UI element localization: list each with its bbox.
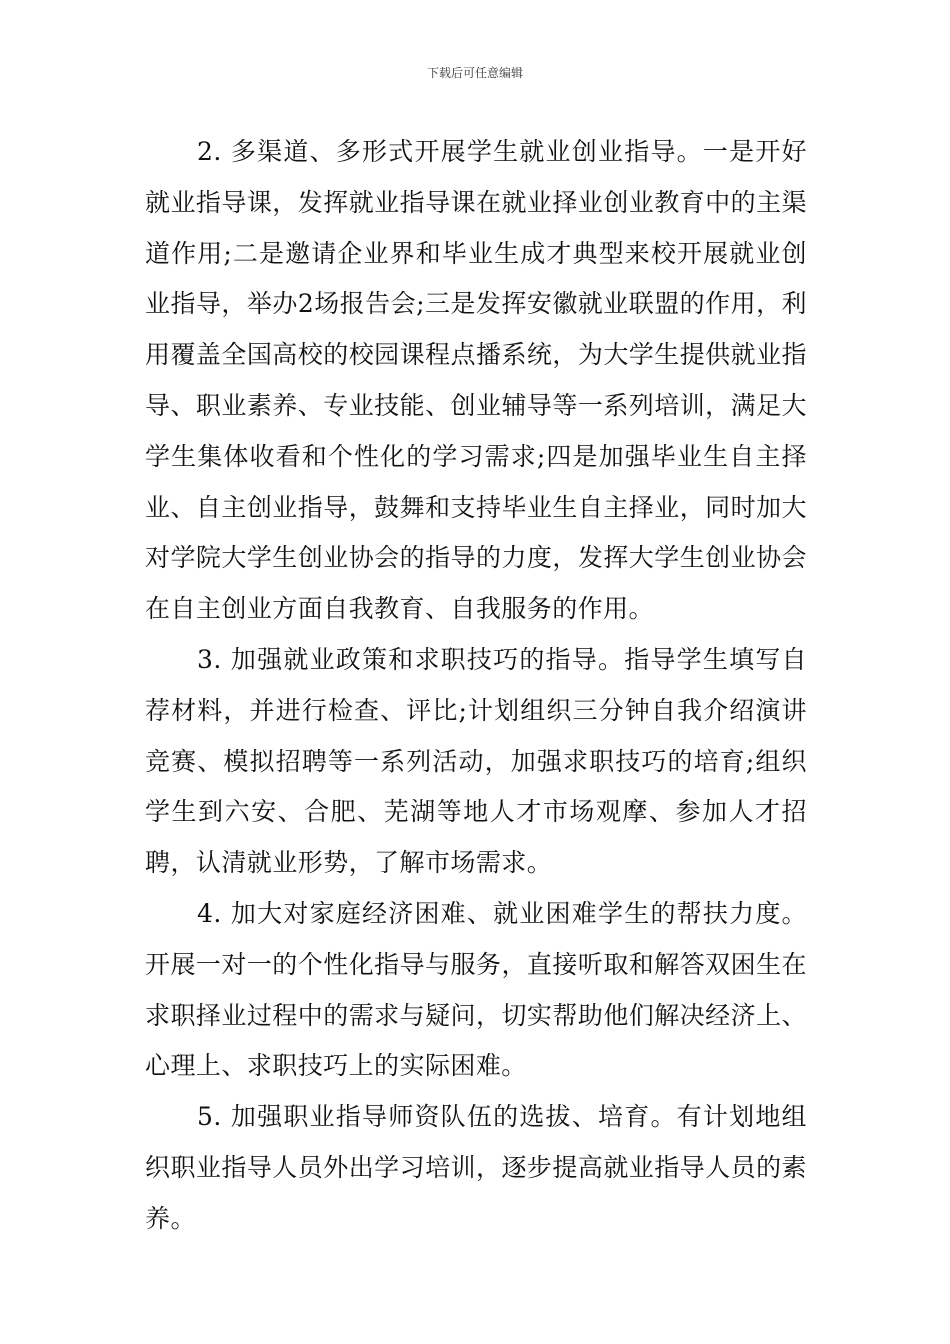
paragraph-2: 2. 多渠道、多形式开展学生就业创业指导。一是开好就业指导课，发挥就业指导课在就业择业创业教育中的主渠道作用;二是邀请企业界和毕业生成才典型来校开展就业创业指导，举办2场报告会;三是发挥安徽就业联盟的作用，利用覆盖全国高校的校园课程点播系统，为大学生提供就业指导、职业素养、专业技能、创业辅导等一系列培训，满足大学生集体收看和个性化的学习需求;四是加强毕业生自主择业、自主创业指导，鼓舞和支持毕业生自主择业，同时加大对学院大学生创业协会的指导的力度，发挥大学生创业协会在自主创业方面自我教育、自我服务的作用。 (145, 137, 807, 624)
page-header: 下载后可任意编辑 (426, 66, 523, 80)
paragraph-4: 4. 加大对家庭经济困难、就业困难学生的帮扶力度。开展一对一的个性化指导与服务，直接听取和解答双困生在求职择业过程中的需求与疑问，切实帮助他们解决经济上、心理上、求职技巧上的实际困难。 (145, 898, 807, 1081)
paragraph-5: 5. 加强职业指导师资队伍的选拔、培育。有计划地组织职业指导人员外出学习培训，逐步提高就业指导人员的素养。 (145, 1102, 807, 1233)
paragraph-3: 3. 加强就业政策和求职技巧的指导。指导学生填写自荐材料，并进行检查、评比;计划组织三分钟自我介绍演讲竞赛、模拟招聘等一系列活动，加强求职技巧的培育;组织学生到六安、合肥、芜湖等地人才市场观摩、参加人才招聘，认清就业形势，了解市场需求。 (145, 644, 807, 878)
document-body (145, 127, 807, 1245)
